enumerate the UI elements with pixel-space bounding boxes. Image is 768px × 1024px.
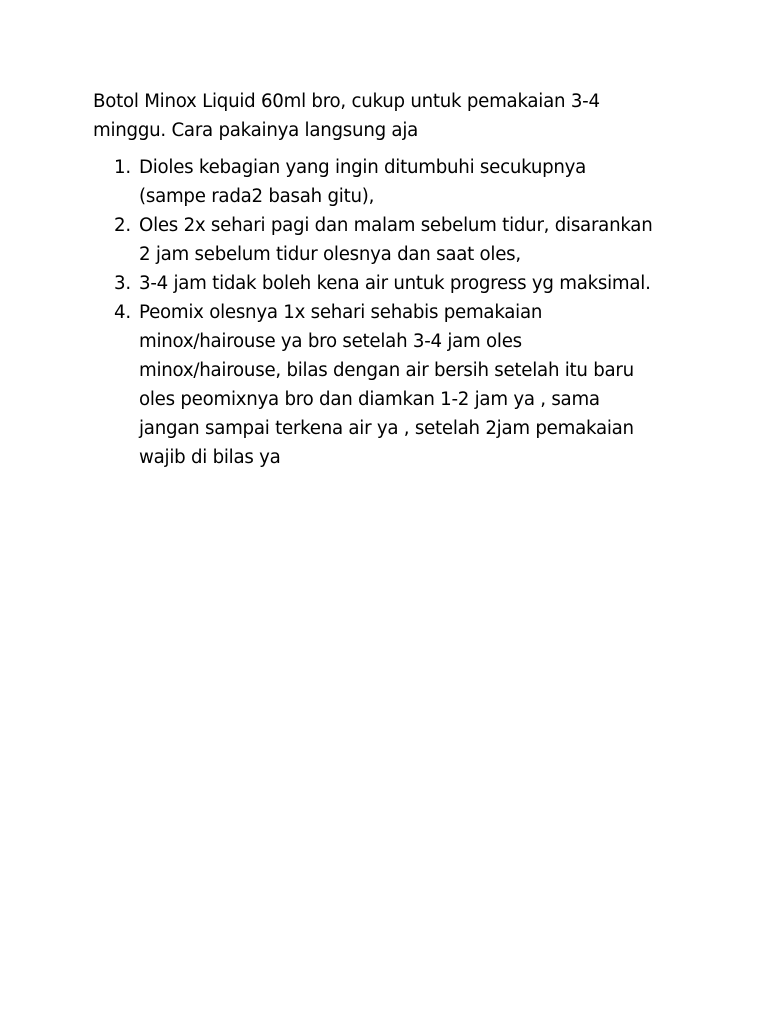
list-item-number: 1.: [114, 157, 131, 178]
list-item: [93, 211, 693, 269]
intro-paragraph: Botol Minox Liquid 60ml bro, cukup untuk pemakaian 3-4 minggu. Cara pakainya langsung aja: [93, 91, 600, 141]
list-item-text: 3-4 jam tidak boleh kena air untuk progress yg maksimal.: [139, 273, 651, 294]
list-item: [93, 269, 693, 298]
list-item-number: 2.: [114, 215, 131, 236]
list-item: [93, 298, 693, 472]
list-item-number: 3.: [114, 273, 131, 294]
list-item: [93, 153, 693, 211]
list-item-text: Oles 2x sehari pagi dan malam sebelum tidur, disarankan 2 jam sebelum tidur olesnya dan saat oles,: [139, 215, 653, 265]
document-content: [93, 87, 693, 472]
instruction-list: [93, 153, 693, 472]
list-item-text: Peomix olesnya 1x sehari sehabis pemakaian minox/hairouse ya bro setelah 3-4 jam oles minox/hairouse, bilas dengan air bersih setelah itu baru oles peomixnya bro dan diamkan 1-2 jam ya , sama jangan sampai terkena air ya , setelah 2jam pemakaian wajib di bilas ya: [139, 302, 634, 468]
list-item-number: 4.: [114, 302, 131, 323]
list-item-text: Dioles kebagian yang ingin ditumbuhi secukupnya (sampe rada2 basah gitu),: [139, 157, 587, 207]
